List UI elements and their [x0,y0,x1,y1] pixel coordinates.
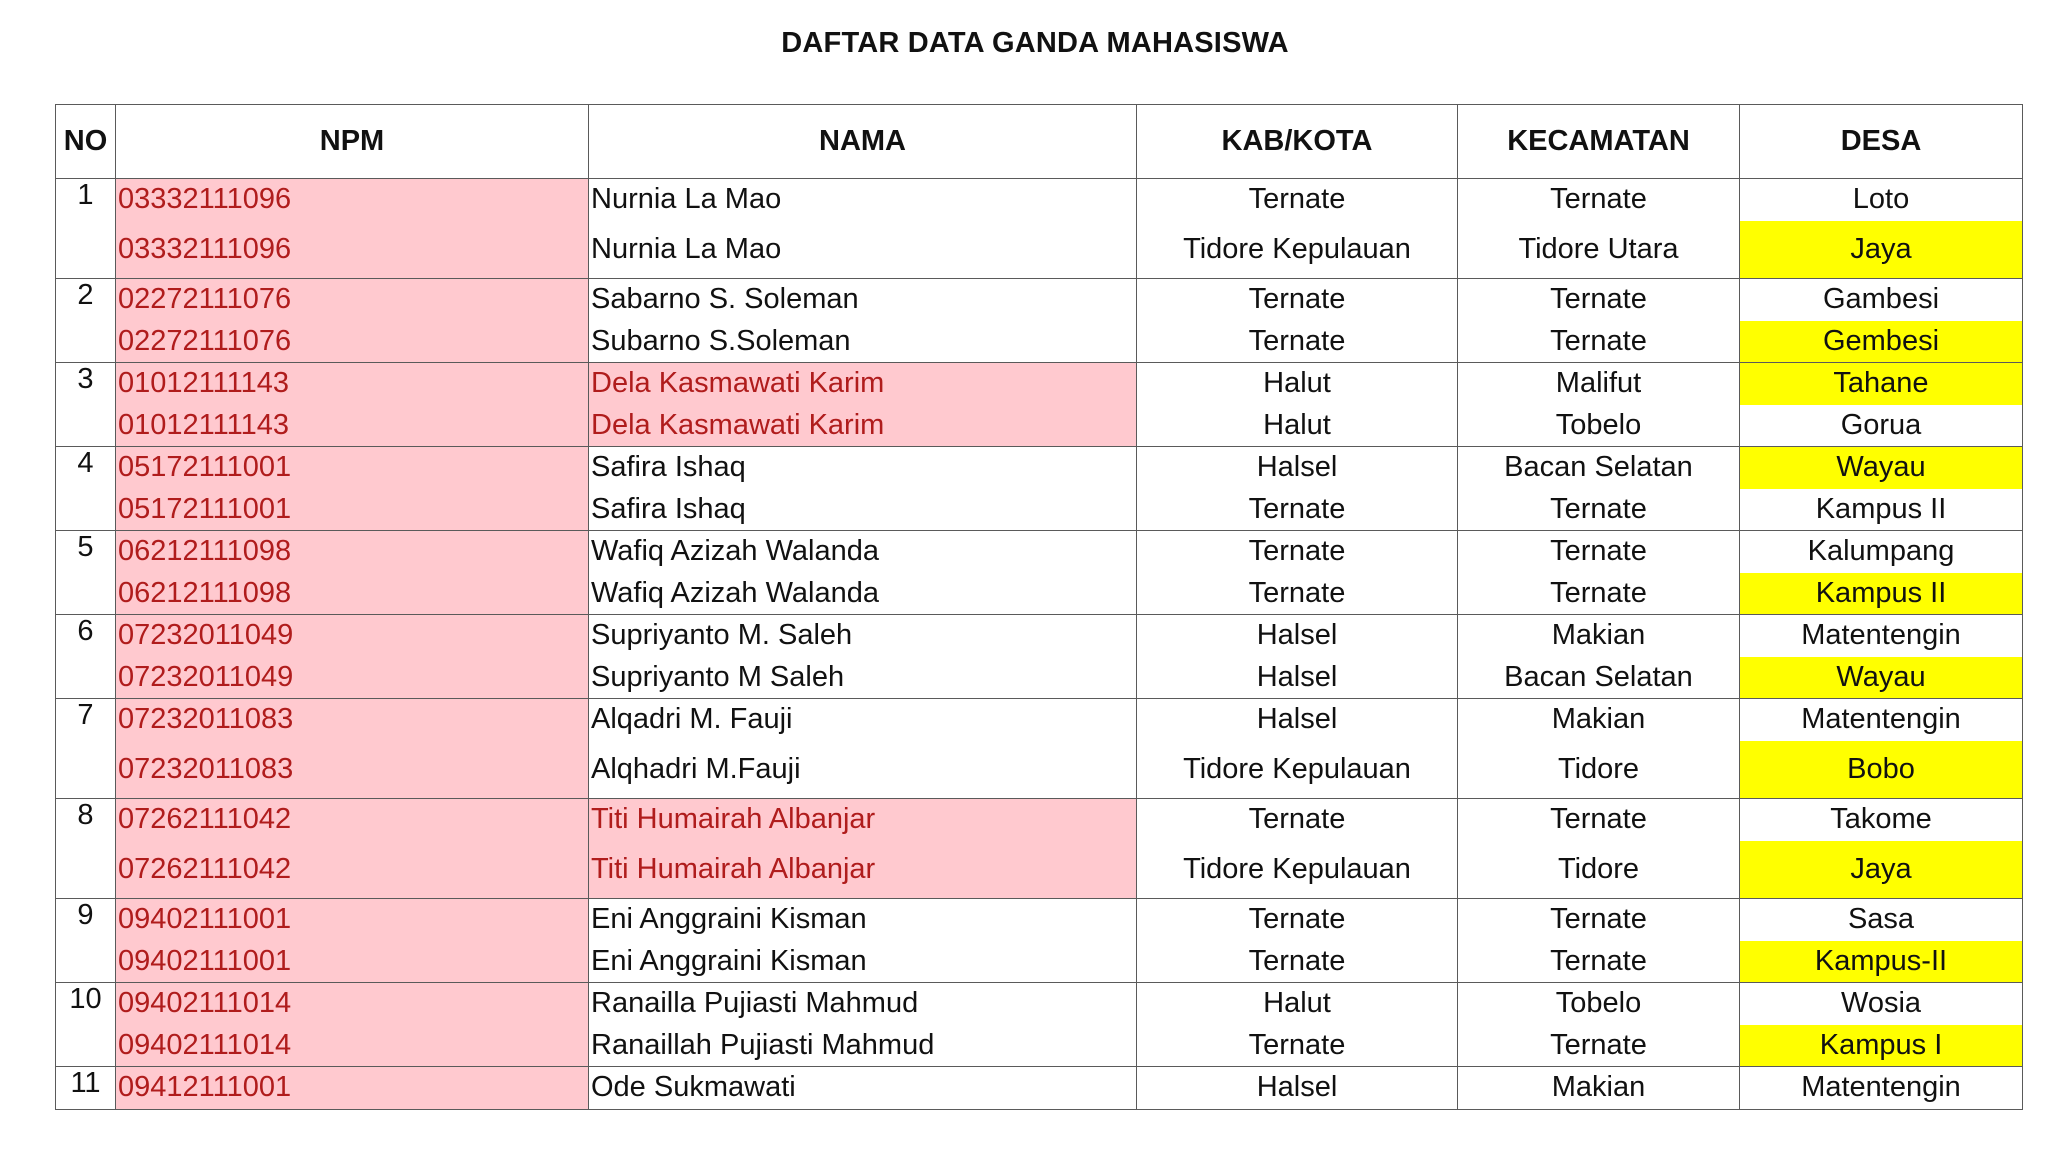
cell-nama[interactable] [589,447,1137,531]
cell-desa[interactable] [1740,531,2023,615]
cell-kab-kota[interactable] [1137,799,1458,899]
cell-no[interactable]: 9 [56,899,116,983]
cell-kab-kota-value: Ternate [1248,324,1346,357]
cell-desa-value: Kalumpang [1807,535,1955,568]
cell-desa[interactable] [1740,447,2023,531]
cell-kab-kota-value: Ternate [1248,535,1346,568]
cell-kecamatan-value: Tobelo [1555,408,1642,441]
cell-desa[interactable] [1740,799,2023,899]
cell-kecamatan[interactable] [1458,447,1740,531]
cell-nama[interactable] [589,1067,1137,1110]
table-row [56,279,2023,363]
cell-npm-value: 03332111096 [118,232,292,265]
cell-nama-value: Nurnia La Mao [591,183,782,216]
cell-kecamatan-value: Makian [1551,1071,1646,1104]
cell-kab-kota-value: Halsel [1256,619,1338,652]
cell-nama-value: Wafiq Azizah Walanda [591,576,879,609]
cell-no[interactable]: 3 [56,363,116,447]
cell-kecamatan[interactable] [1458,799,1740,899]
cell-npm-value: 07262111042 [118,852,292,885]
cell-desa-value: Wayau [1740,447,2022,489]
cell-nama[interactable] [589,363,1137,447]
cell-npm-value: 09402111014 [118,987,292,1020]
cell-kab-kota[interactable] [1137,447,1458,531]
cell-kecamatan[interactable] [1458,179,1740,279]
cell-kab-kota[interactable] [1137,531,1458,615]
cell-kecamatan-value: Ternate [1550,1028,1647,1061]
cell-desa[interactable] [1740,983,2023,1067]
cell-kecamatan[interactable] [1458,615,1740,699]
cell-nama-value: Subarno S.Soleman [591,324,851,357]
cell-kab-kota[interactable] [1137,899,1458,983]
table-row [56,1067,2023,1110]
cell-no[interactable]: 4 [56,447,116,531]
cell-desa-value: Loto [1852,183,1910,216]
cell-kab-kota-value: Ternate [1248,1028,1346,1061]
cell-nama-value: Safira Ishaq [591,492,746,525]
cell-desa-value: Kampus II [1740,573,2022,615]
cell-kecamatan-value: Ternate [1550,283,1647,316]
cell-kab-kota-value: Ternate [1248,944,1346,977]
cell-nama[interactable] [589,615,1137,699]
cell-desa-value: Sasa [1847,903,1915,936]
cell-npm-value: 07262111042 [118,803,292,836]
cell-desa-value: Gorua [1840,408,1922,441]
cell-npm[interactable] [116,699,589,799]
cell-npm-value: 05172111001 [118,492,292,525]
cell-nama-value: Ode Sukmawati [591,1071,796,1104]
cell-kecamatan[interactable] [1458,899,1740,983]
table-row [56,447,2023,531]
cell-kecamatan-value: Tidore Utara [1518,232,1679,265]
cell-kecamatan-value: Ternate [1550,535,1647,568]
cell-kab-kota-value: Tidore Kepulauan [1183,232,1411,265]
cell-kecamatan-value: Malifut [1555,367,1642,400]
table-body [56,179,2023,1110]
cell-kab-kota[interactable] [1137,983,1458,1067]
header-kecamatan[interactable]: KECAMATAN [1458,105,1740,179]
cell-kab-kota-value: Ternate [1248,183,1346,216]
cell-npm-value: 09402111014 [118,1028,292,1061]
cell-kecamatan[interactable] [1458,1067,1740,1110]
cell-nama[interactable] [589,179,1137,279]
cell-npm-value: 02272111076 [118,324,292,357]
cell-no[interactable]: 1 [56,179,116,279]
cell-npm-value: 02272111076 [118,283,292,316]
cell-npm-value: 07232011049 [118,619,294,652]
cell-kab-kota-value: Ternate [1248,903,1346,936]
cell-npm-value: 06212111098 [118,535,292,568]
cell-kab-kota-value: Halsel [1256,1071,1338,1104]
table-row [56,531,2023,615]
table-row [56,699,2023,799]
cell-kecamatan[interactable] [1458,363,1740,447]
cell-npm[interactable] [116,531,589,615]
cell-desa-value: Kampus I [1740,1025,2022,1067]
header-desa[interactable]: DESA [1740,105,2023,179]
cell-kab-kota[interactable] [1137,279,1458,363]
cell-kecamatan[interactable] [1458,531,1740,615]
cell-nama-value: Nurnia La Mao [591,232,782,265]
cell-kecamatan-value: Ternate [1550,903,1647,936]
cell-kecamatan-value: Tobelo [1555,987,1642,1020]
header-kab-kota[interactable]: KAB/KOTA [1137,105,1458,179]
cell-npm[interactable] [116,899,589,983]
cell-no[interactable]: 10 [56,983,116,1067]
cell-nama-value: Eni Anggraini Kisman [591,944,867,977]
cell-kecamatan[interactable] [1458,279,1740,363]
duplicate-data-table [55,104,2023,1110]
cell-desa-value: Kampus II [1815,492,1947,525]
header-nama[interactable]: NAMA [589,105,1137,179]
cell-desa[interactable] [1740,179,2023,279]
cell-npm[interactable] [116,799,589,899]
cell-kecamatan-value: Bacan Selatan [1504,660,1693,693]
cell-desa-value: Takome [1830,803,1932,836]
cell-npm-value: 09412111001 [118,1071,292,1104]
cell-kab-kota[interactable] [1137,615,1458,699]
cell-npm-value: 06212111098 [118,576,292,609]
table-row [56,899,2023,983]
cell-desa-value: Tahane [1740,363,2022,405]
cell-kecamatan-value: Tidore [1557,752,1640,785]
cell-kecamatan[interactable] [1458,699,1740,799]
cell-desa-value: Matentengin [1801,619,1961,652]
cell-npm-value: 01012111143 [118,408,289,441]
cell-npm-value: 07232011049 [118,660,294,693]
table-row [56,363,2023,447]
header-row [56,105,2023,179]
cell-nama-value: Ranailla Pujiasti Mahmud [591,987,919,1020]
cell-kab-kota-value: Ternate [1248,803,1346,836]
cell-kab-kota[interactable] [1137,179,1458,279]
cell-npm[interactable] [116,447,589,531]
cell-desa[interactable] [1740,279,2023,363]
cell-kab-kota[interactable] [1137,363,1458,447]
cell-no[interactable]: 6 [56,615,116,699]
cell-nama[interactable] [589,799,1137,899]
cell-kab-kota-value: Halsel [1256,660,1338,693]
cell-desa-value: Gembesi [1740,321,2022,363]
cell-no[interactable]: 8 [56,799,116,899]
cell-kab-kota-value: Tidore Kepulauan [1183,752,1411,785]
cell-nama-value: Alqhadri M.Fauji [591,752,801,785]
cell-no[interactable]: 2 [56,279,116,363]
table-row [56,615,2023,699]
cell-nama-value: Supriyanto M Saleh [591,660,845,693]
cell-desa-value: Gambesi [1822,283,1940,316]
cell-npm[interactable] [116,1067,589,1110]
cell-desa[interactable] [1740,699,2023,799]
cell-kab-kota-value: Ternate [1248,576,1346,609]
cell-desa-value: Bobo [1740,741,2022,799]
cell-npm-value: 05172111001 [118,451,292,484]
cell-npm[interactable] [116,363,589,447]
cell-kecamatan-value: Bacan Selatan [1504,451,1693,484]
table-row [56,983,2023,1067]
cell-no[interactable]: 11 [56,1067,116,1110]
cell-kab-kota-value: Halsel [1256,703,1338,736]
cell-desa[interactable] [1740,899,2023,983]
cell-nama-value: Sabarno S. Soleman [591,283,859,316]
cell-desa-value: Matentengin [1801,703,1961,736]
cell-kecamatan-value: Ternate [1550,492,1647,525]
cell-nama-value: Eni Anggraini Kisman [591,903,867,936]
cell-nama[interactable] [589,279,1137,363]
cell-nama-value: Titi Humairah Albanjar [589,841,1137,899]
cell-kecamatan-value: Ternate [1550,183,1647,216]
cell-no[interactable]: 5 [56,531,116,615]
table-row [56,799,2023,899]
cell-nama-value: Dela Kasmawati Karim [589,363,1137,405]
cell-desa[interactable] [1740,1067,2023,1110]
cell-kab-kota-value: Halsel [1256,451,1338,484]
cell-desa-value: Wosia [1840,987,1922,1020]
cell-nama[interactable] [589,531,1137,615]
cell-no[interactable]: 7 [56,699,116,799]
cell-nama-value: Ranaillah Pujiasti Mahmud [591,1028,935,1061]
cell-npm[interactable] [116,983,589,1067]
page-title: DAFTAR DATA GANDA MAHASISWA [781,27,1289,59]
cell-kecamatan-value: Tidore [1557,852,1640,885]
table-row [56,179,2023,279]
cell-npm[interactable] [116,179,589,279]
cell-kab-kota[interactable] [1137,699,1458,799]
cell-kab-kota-value: Ternate [1248,283,1346,316]
cell-kab-kota[interactable] [1137,1067,1458,1110]
cell-desa[interactable] [1740,615,2023,699]
cell-desa[interactable] [1740,363,2023,447]
cell-npm-value: 07232011083 [118,703,294,736]
cell-kecamatan-value: Makian [1551,619,1646,652]
cell-kab-kota-value: Ternate [1248,492,1346,525]
cell-kecamatan-value: Ternate [1550,944,1647,977]
cell-desa-value: Jaya [1740,841,2022,899]
cell-nama-value: Dela Kasmawati Karim [589,405,1137,447]
cell-npm[interactable] [116,615,589,699]
cell-kecamatan[interactable] [1458,983,1740,1067]
cell-nama-value: Supriyanto M. Saleh [591,619,853,652]
cell-nama-value: Wafiq Azizah Walanda [591,535,879,568]
cell-npm-value: 01012111143 [118,367,289,400]
cell-desa-value: Wayau [1740,657,2022,699]
cell-npm-value: 03332111096 [118,183,292,216]
cell-npm[interactable] [116,279,589,363]
header-no[interactable]: NO [56,105,116,179]
cell-npm-value: 07232011083 [118,752,294,785]
cell-desa-value: Matentengin [1801,1071,1961,1104]
cell-kecamatan-value: Ternate [1550,576,1647,609]
cell-kecamatan-value: Ternate [1550,803,1647,836]
cell-kab-kota-value: Halut [1263,408,1331,441]
cell-nama[interactable] [589,899,1137,983]
cell-kab-kota-value: Halut [1263,987,1331,1020]
cell-desa-value: Kampus-II [1740,941,2022,983]
cell-kab-kota-value: Halut [1263,367,1331,400]
cell-nama-value: Safira Ishaq [591,451,746,484]
cell-nama-value: Titi Humairah Albanjar [589,799,1137,841]
cell-kab-kota-value: Tidore Kepulauan [1183,852,1411,885]
cell-nama[interactable] [589,699,1137,799]
cell-npm-value: 09402111001 [118,903,292,936]
cell-nama-value: Alqadri M. Fauji [591,703,793,736]
cell-kecamatan-value: Ternate [1550,324,1647,357]
header-npm[interactable]: NPM [116,105,589,179]
cell-nama[interactable] [589,983,1137,1067]
cell-kecamatan-value: Makian [1551,703,1646,736]
cell-desa-value: Jaya [1740,221,2022,279]
cell-npm-value: 09402111001 [118,944,292,977]
